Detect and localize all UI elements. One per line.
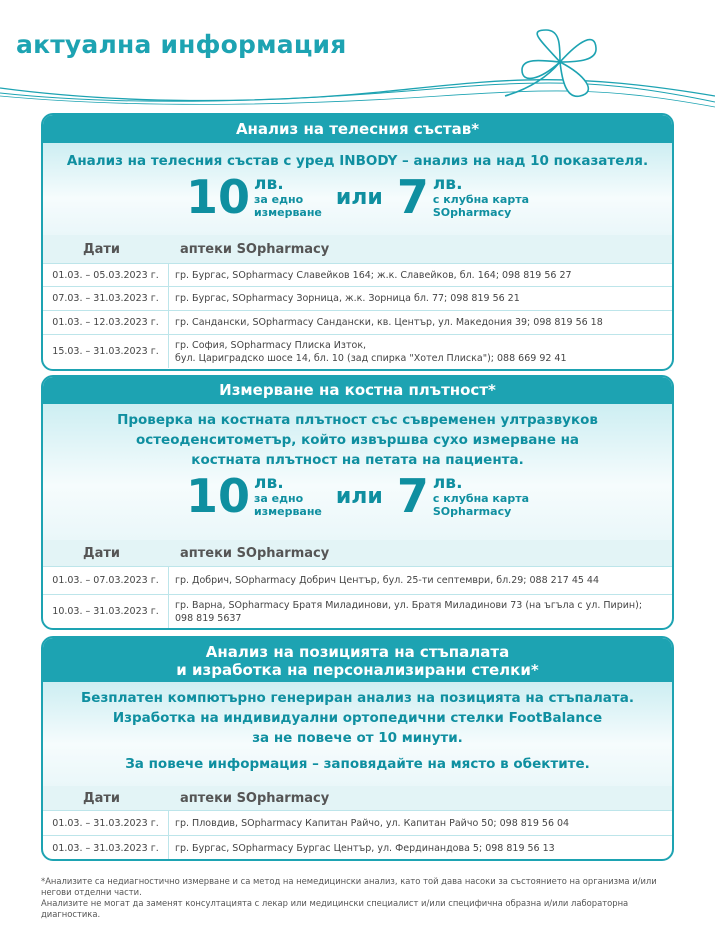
price-note: SOpharmacy — [432, 505, 512, 518]
dates-header: Дати — [83, 790, 120, 806]
dates-header: Дати — [83, 241, 120, 257]
page-title: актуална информация — [16, 30, 347, 59]
price-note: с клубна карта — [432, 193, 529, 206]
footnote — [41, 876, 691, 920]
row-dates: 01.03. – 31.03.2023 г. — [43, 811, 169, 835]
row-address-line-2: 098 819 5637 — [175, 612, 242, 624]
section-description: за не повече от 10 минути. — [252, 730, 463, 746]
table-row — [43, 835, 672, 860]
price-note: за едно — [254, 492, 304, 505]
regular-price: 10 — [186, 170, 251, 224]
section-header — [43, 638, 672, 682]
table-row — [43, 310, 672, 334]
section-header: Измерване на костна плътност* — [43, 377, 672, 404]
section-header: Анализ на телесния състав* — [43, 115, 672, 143]
price-note: с клубна карта — [432, 492, 529, 505]
row-address: гр. Бургас, SOpharmacy Зорница, ж.к. Зорница бл. 77; 098 819 56 21 — [175, 293, 520, 304]
row-dates: 01.03. – 31.03.2023 г. — [43, 836, 169, 860]
table-header — [43, 235, 672, 263]
table-row — [43, 566, 672, 594]
price-note: за едно — [254, 193, 304, 206]
row-address: гр. София, SOpharmacy Плиска Изток, — [175, 339, 367, 351]
price-note: SOpharmacy — [432, 206, 512, 219]
or-label: или — [335, 184, 383, 210]
more-info-note: За повече информация – заповядайте на място в обектите. — [125, 756, 590, 772]
footnote-line: Анализите не могат да заменят консултацията с лекар или медицински специалист и/или специфична образна и/или лабораторна — [41, 898, 629, 908]
section-description: костната плътност на петата на пациента. — [191, 452, 524, 468]
section-description: Изработка на индивидуални ортопедични стелки FootBalance — [112, 710, 603, 726]
section-description: Анализ на телесния състав с уред INBODY – анализ на над 10 показателя. — [66, 153, 649, 169]
table-header — [43, 786, 672, 810]
table-row — [43, 810, 672, 835]
row-address-line-2: бул. Цариградско шосе 14, бл. 10 (зад спирка "Хотел Плиска"); 088 669 92 41 — [175, 352, 567, 364]
row-dates: 10.03. – 31.03.2023 г. — [43, 595, 169, 628]
section-header-line-1: Анализ на позицията на стъпалата — [205, 643, 510, 661]
row-dates: 15.03. – 31.03.2023 г. — [43, 335, 169, 368]
row-address: гр. Сандански, SOpharmacy Сандански, кв. Център, ул. Македония 39; 098 819 56 18 — [175, 317, 603, 328]
section-body-composition — [41, 113, 674, 371]
row-dates: 01.03. – 12.03.2023 г. — [43, 311, 169, 334]
pharmacies-header: аптеки SOpharmacy — [180, 545, 330, 561]
club-price: 7 — [396, 170, 429, 224]
dates-header: Дати — [83, 545, 120, 561]
table-row — [43, 334, 672, 368]
section-description: остеоденситометър, който извършва сухо измерване на — [135, 432, 580, 448]
row-address: гр. Добрич, SOpharmacy Добрич Център, бул. 25-ти септември, бл.29; 088 217 45 44 — [175, 575, 600, 586]
price-row — [43, 170, 672, 224]
row-address: гр. Пловдив, SOpharmacy Капитан Райчо, ул. Капитан Райчо 50; 098 819 56 04 — [175, 817, 570, 829]
club-price: 7 — [396, 469, 429, 523]
row-dates: 07.03. – 31.03.2023 г. — [43, 287, 169, 310]
table-row — [43, 594, 672, 628]
section-info — [43, 682, 672, 786]
pharmacies-header: аптеки SOpharmacy — [180, 241, 330, 257]
row-dates: 01.03. – 07.03.2023 г. — [43, 567, 169, 594]
price-row — [43, 469, 672, 523]
row-dates: 01.03. – 05.03.2023 г. — [43, 264, 169, 286]
section-info — [43, 143, 672, 235]
pharmacies-header: аптеки SOpharmacy — [180, 790, 330, 806]
price-note: измерване — [254, 505, 322, 518]
footnote-line: *Анализите са недиагностично измерване и са метод на немедицински анализ, като той дава насоки за състоянието на организма и/или — [41, 876, 657, 886]
row-address: гр. Бургас, SOpharmacy Бургас Център, ул. Фердинандова 5; 098 819 56 13 — [175, 842, 555, 854]
row-address: гр. Бургас, SOpharmacy Славейков 164; ж.к. Славейков, бл. 164; 098 819 56 27 — [175, 269, 572, 281]
price-currency: лв. — [254, 473, 284, 493]
table-row — [43, 263, 672, 286]
regular-price: 10 — [186, 469, 251, 523]
section-info — [43, 404, 672, 540]
price-currency: лв. — [432, 174, 463, 194]
footnote-line: негови отделни части. — [41, 887, 142, 897]
section-header-line-2: и изработка на персонализирани стелки* — [176, 661, 539, 679]
price-currency: лв. — [254, 174, 284, 194]
section-description: Проверка на костната плътност със съвременен ултразвуков — [117, 412, 598, 428]
price-note: измерване — [254, 206, 322, 219]
or-label: или — [335, 483, 383, 509]
table-header — [43, 540, 672, 566]
clover-icon — [505, 30, 596, 96]
price-currency: лв. — [432, 473, 463, 493]
section-description: Безплатен компютърно генериран анализ на позицията на стъпалата. — [81, 690, 634, 706]
footnote-line: диагностика. — [41, 909, 101, 919]
table-row — [43, 286, 672, 310]
section-bone-density — [41, 375, 674, 630]
row-address: гр. Варна, SOpharmacy Братя Миладинови, ул. Братя Миладинови 73 (на ъгъла с ул. Пирин); — [175, 599, 643, 611]
section-foot-analysis — [41, 636, 674, 861]
